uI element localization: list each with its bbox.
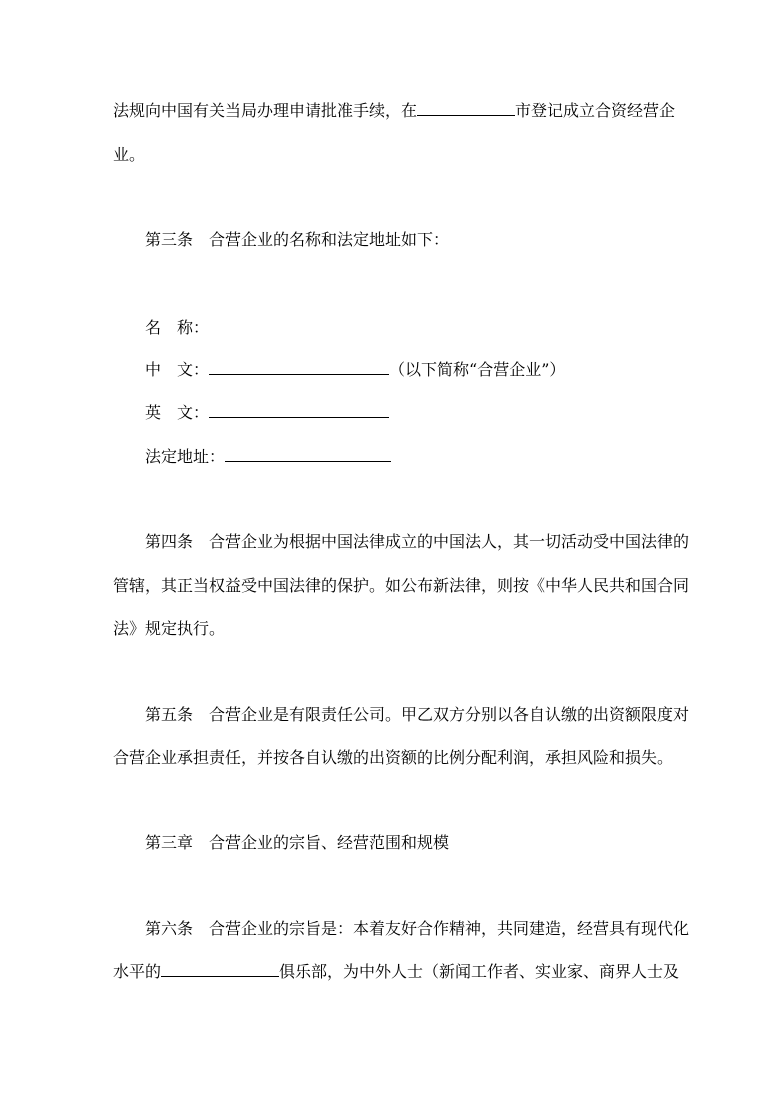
intro-text-a: 法规向中国有关当局办理申请批准手续，在 [113, 101, 418, 120]
address-label: 法定地址： [145, 447, 226, 466]
intro-text-b: 市登记成立合资经营企 [515, 101, 676, 120]
chinese-name-row [145, 360, 565, 380]
chinese-name-blank[interactable] [209, 360, 389, 375]
article-4-line-1: 第四条 合营企业为根据中国法律成立的中国法人，其一切活动受中国法律的 [145, 532, 690, 551]
chapter-3-title: 第三章 合营企业的宗旨、经营范围和规模 [145, 833, 450, 852]
article-6-text-b: 俱乐部，为中外人士（新闻工作者、实业家、商界人士及 [279, 962, 680, 981]
chinese-name-label: 中 文： [145, 360, 210, 379]
club-name-blank[interactable] [161, 962, 279, 977]
article-5-line-2: 合营企业承担责任，并按各自认缴的出资额的比例分配利润，承担风险和损失。 [113, 748, 674, 767]
article-6-line-1: 第六条 合营企业的宗旨是：本着友好合作精神，共同建造，经营具有现代化 [145, 919, 690, 938]
article-4-line-2: 管辖，其正当权益受中国法律的保护。如公布新法律，则按《中华人民共和国合同 [113, 576, 690, 595]
address-row [145, 447, 391, 467]
english-name-label: 英 文： [145, 403, 210, 422]
name-label: 名 称： [145, 318, 210, 337]
article-6-line-2 [113, 962, 679, 982]
english-name-row [145, 403, 389, 423]
address-blank[interactable] [225, 447, 391, 462]
chinese-name-note: （以下简称“合营企业”） [389, 360, 566, 379]
intro-line-2: 业。 [113, 145, 146, 164]
article-4-line-3: 法》规定执行。 [113, 619, 226, 638]
article-6-text-a: 水平的 [113, 962, 162, 981]
english-name-blank[interactable] [209, 403, 389, 418]
article-3-title: 第三条 合营企业的名称和法定地址如下： [145, 230, 450, 249]
article-5-line-1: 第五条 合营企业是有限责任公司。甲乙双方分别以各自认缴的出资额限度对 [145, 705, 690, 724]
intro-line-1 [113, 101, 675, 121]
city-blank[interactable] [417, 101, 515, 116]
